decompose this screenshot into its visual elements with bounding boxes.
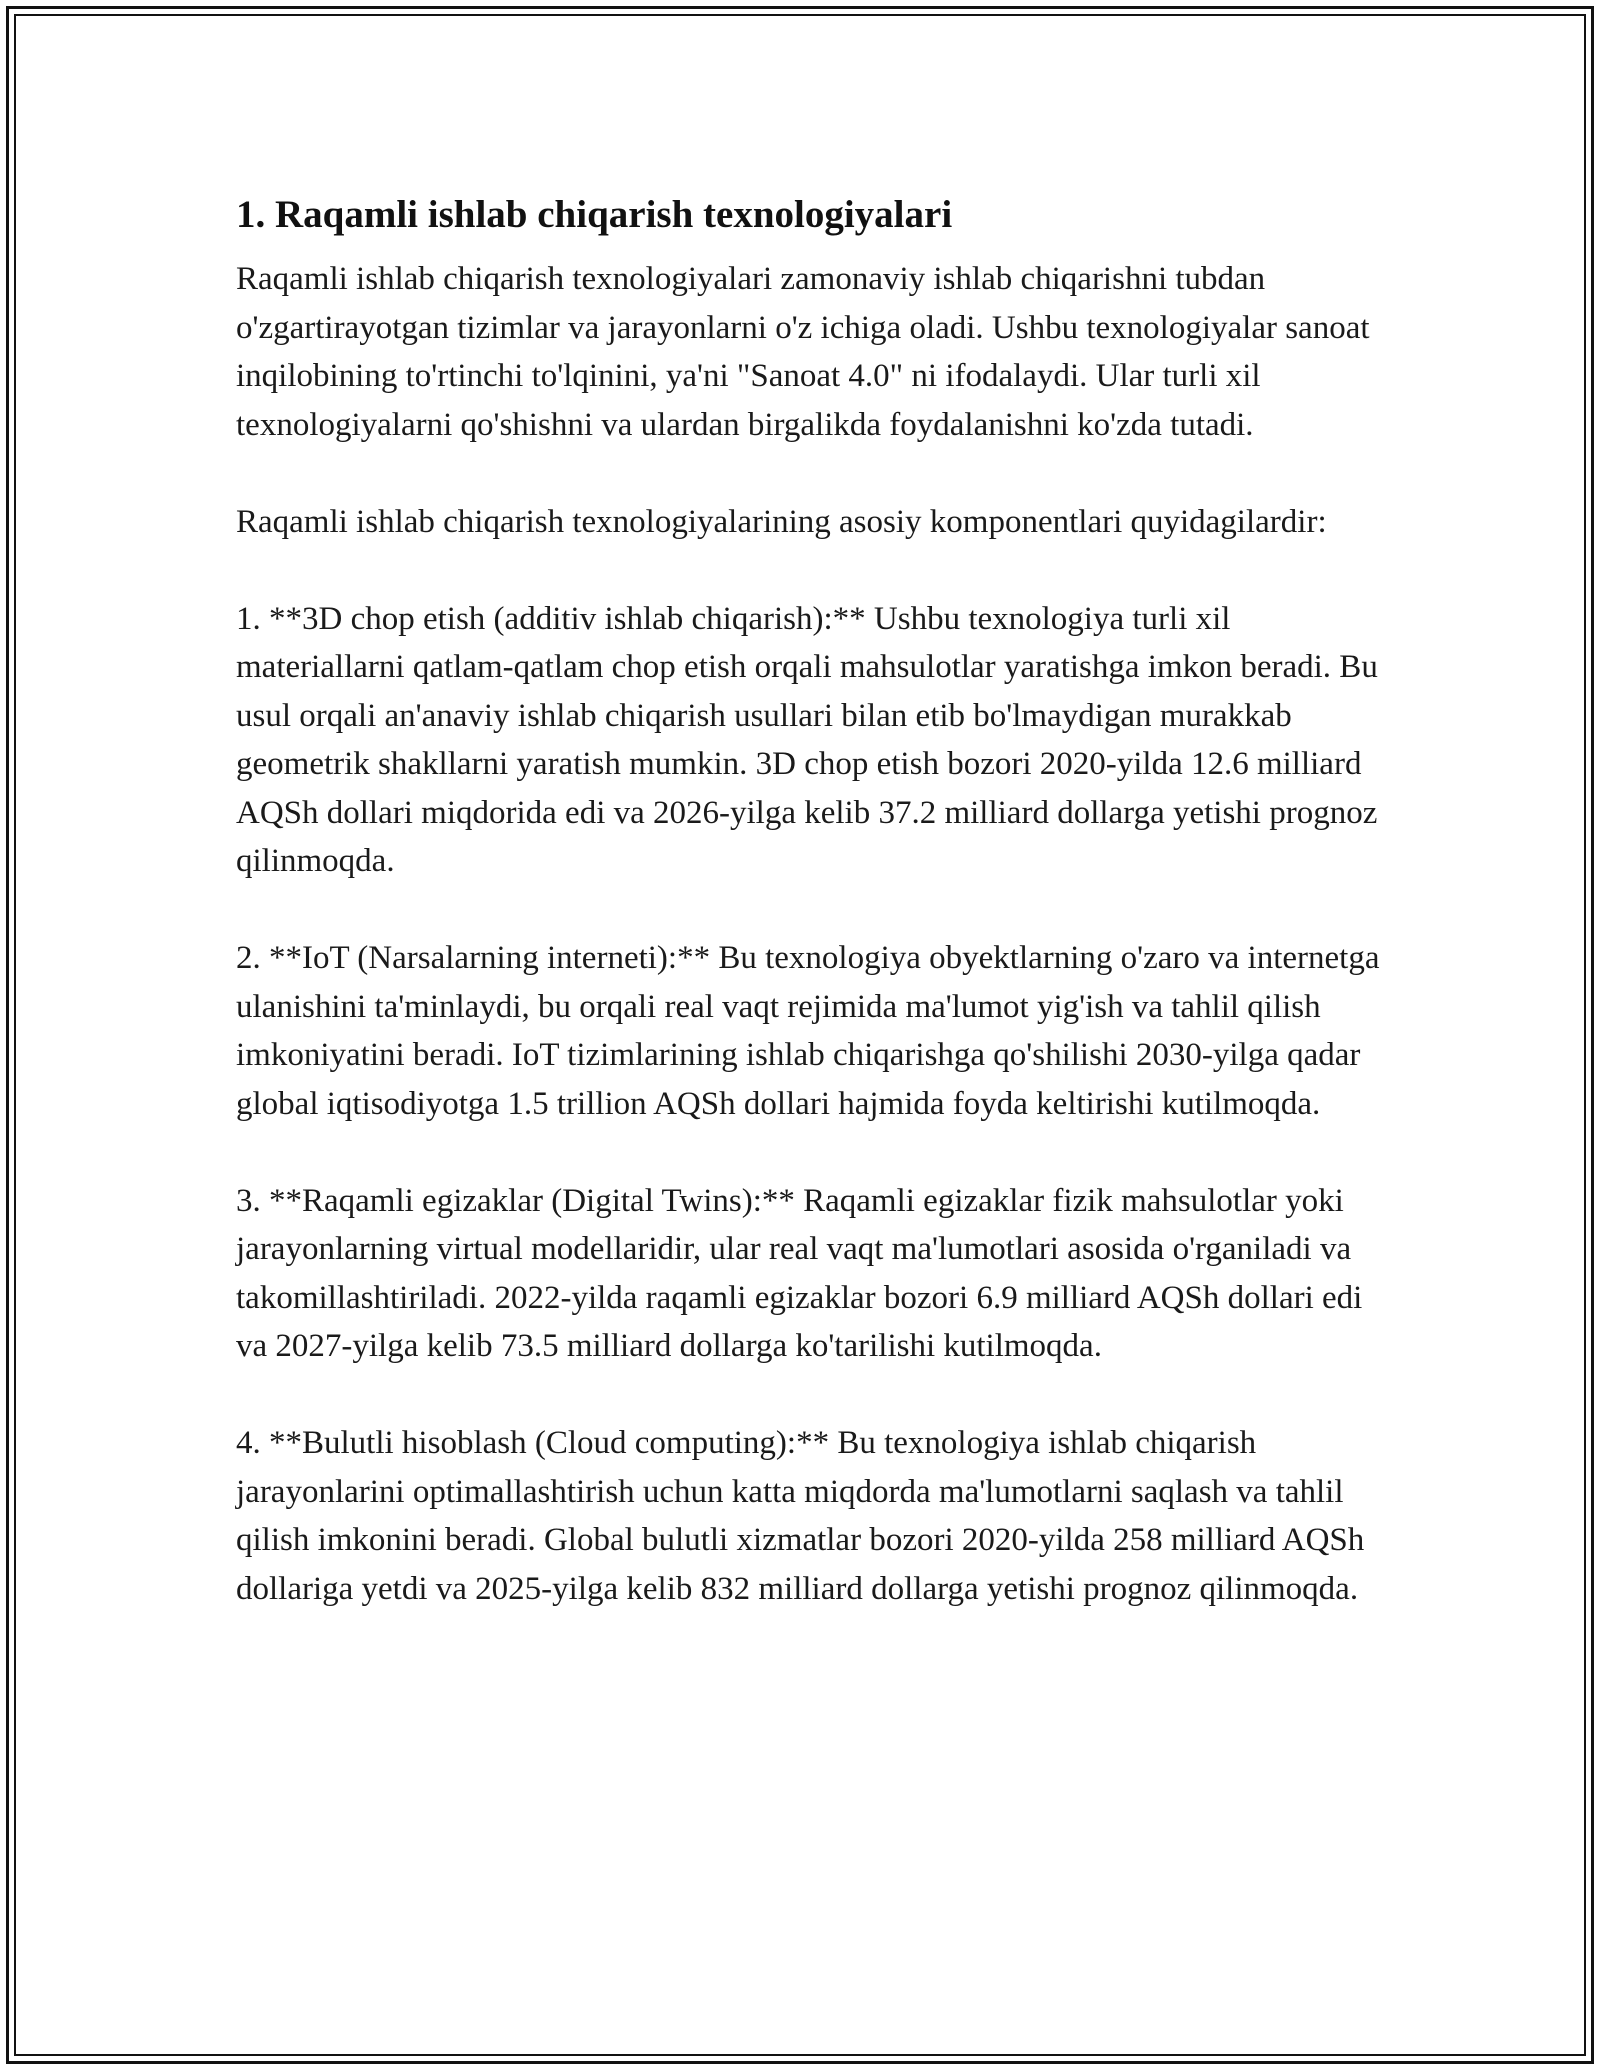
intro-paragraph: Raqamli ishlab chiqarish texnologiyalari zamonaviy ishlab chiqarishni tubdan o'zgartirayotgan tizimlar va jarayonlarni o'z ichiga oladi. Ushbu texnologiyalar sanoat inqilobining to'rtinchi to'lqinini, ya'ni "Sanoat 4.0" ni ifodalaydi. Ular turli xil texnologiyalarni qo'shishni va ulardan birgalikda foydalanishni ko'zda tutadi. <box>236 261 1370 443</box>
components-intro-paragraph: Raqamli ishlab chiqarish texnologiyalarining asosiy komponentlari quyidagilardir: <box>236 503 1327 540</box>
document-body <box>236 185 1386 1613</box>
item-3d-printing-paragraph: 1. **3D chop etish (additiv ishlab chiqarish):** Ushbu texnologiya turli xil materiallarni qatlam-qatlam chop etish orqali mahsulotlar yaratishga imkon beradi. Bu usul orqali an'anaviy ishlab chiqarish usullari bilan etib bo'lmaydigan murakkab geometrik shakllarni yaratish mumkin. 3D chop etish bozori 2020-yilda 12.6 milliard AQSh dollari miqdorida edi va 2026-yilga kelib 37.2 milliard dollarga yetishi prognoz qilinmoqda. <box>236 600 1378 879</box>
item-iot-paragraph: 2. **IoT (Narsalarning interneti):** Bu texnologiya obyektlarning o'zaro va internetga ulanishini ta'minlaydi, bu orqali real vaqt rejimida ma'lumot yig'ish va tahlil qilish imkoniyatini beradi. IoT tizimlarining ishlab chiqarishga qo'shilishi 2030-yilga qadar global iqtisodiyotga 1.5 trillion AQSh dollari hajmida foyda keltirishi kutilmoqda. <box>236 940 1380 1122</box>
item-cloud-computing-paragraph: 4. **Bulutli hisoblash (Cloud computing):** Bu texnologiya ishlab chiqarish jarayonlarini optimallashtirish uchun katta miqdorda ma'lumotlarni saqlash va tahlil qilish imkonini beradi. Global bulutli xizmatlar bozori 2020-yilda 258 milliard AQSh dollariga yetdi va 2025-yilga kelib 832 milliard dollarga yetishi prognoz qilinmoqda. <box>236 1425 1365 1607</box>
section-heading: 1. Raqamli ishlab chiqarish texnologiyalari <box>236 193 953 236</box>
item-digital-twins-paragraph: 3. **Raqamli egizaklar (Digital Twins):** Raqamli egizaklar fizik mahsulotlar yoki jarayonlarning virtual modellaridir, ular real vaqt ma'lumotlari asosida o'rganiladi va takomillashtiriladi. 2022-yilda raqamli egizaklar bozori 6.9 milliard AQSh dollari edi va 2027-yilga kelib 73.5 milliard dollarga ko'tarilishi kutilmoqda. <box>236 1182 1363 1364</box>
